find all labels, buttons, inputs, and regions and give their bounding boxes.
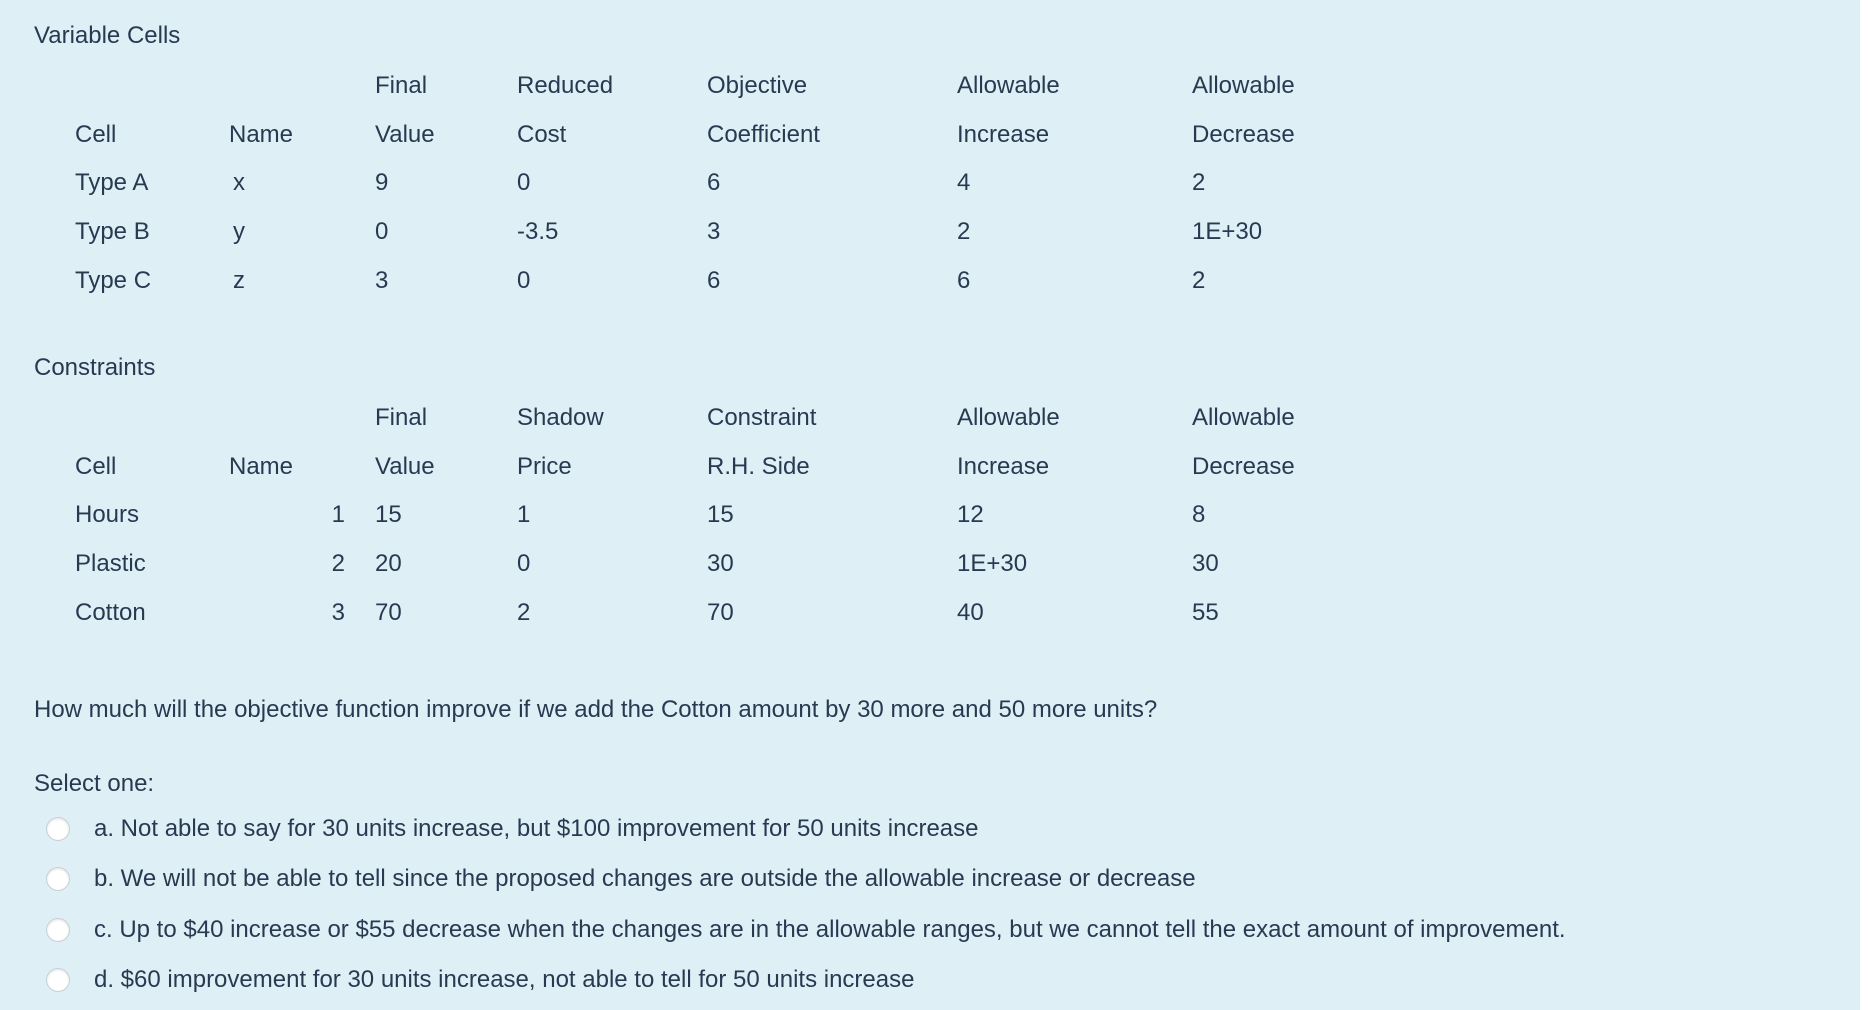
table-cell: 2 <box>517 598 531 626</box>
table-cell: 9 <box>375 169 389 197</box>
table-cell: 70 <box>707 598 734 626</box>
header-cell: Objective <box>707 72 808 100</box>
table-cell: Plastic <box>75 550 146 578</box>
header-cell <box>229 62 375 111</box>
table-row <box>75 540 1392 589</box>
table-row <box>75 208 1392 257</box>
table-cell: 2 <box>331 550 345 578</box>
table-header-row <box>75 62 1392 111</box>
table-cell: 2 <box>957 218 971 246</box>
header-cell: Constraint <box>707 404 817 432</box>
table-cell: Hours <box>75 501 140 529</box>
table-cell: 0 <box>375 218 389 246</box>
table-cell: Type C <box>75 266 152 294</box>
table-cell: 30 <box>1192 550 1219 578</box>
header-cell: Decrease <box>1192 120 1295 148</box>
header-cell <box>229 394 375 443</box>
table-cell: 40 <box>957 598 984 626</box>
table-cell: -3.5 <box>517 218 559 246</box>
header-cell: Shadow <box>517 404 604 432</box>
table-cell: Type A <box>75 169 149 197</box>
table-cell: 20 <box>375 550 402 578</box>
header-cell: Coefficient <box>707 120 820 148</box>
table-cell: 0 <box>517 169 531 197</box>
table-row <box>75 491 1392 540</box>
header-cell: Name <box>229 452 294 480</box>
header-cell: Decrease <box>1192 452 1295 480</box>
table-header-row <box>75 443 1392 492</box>
constraints-title: Constraints <box>34 354 156 381</box>
answer-option-d[interactable] <box>46 963 914 997</box>
header-cell: Final <box>375 72 428 100</box>
header-cell: Price <box>517 452 572 480</box>
table-cell: 55 <box>1192 598 1219 626</box>
header-cell: Final <box>375 404 428 432</box>
table-cell: 0 <box>517 550 531 578</box>
table-cell: 2 <box>1192 169 1206 197</box>
table-cell: 8 <box>1192 501 1206 529</box>
table-cell: 6 <box>957 266 971 294</box>
header-cell: Name <box>229 120 294 148</box>
table-row <box>75 159 1392 208</box>
radio-button-c[interactable] <box>46 918 70 942</box>
answer-option-label[interactable]: c. Up to $40 increase or $55 decrease when the changes are in the allowable ranges, but we cannot tell the exact amount of improvement. <box>94 916 1566 943</box>
table-cell: 12 <box>957 501 984 529</box>
answer-option-label[interactable]: a. Not able to say for 30 units increase, but $100 improvement for 50 units increase <box>94 815 979 842</box>
answer-option-label[interactable]: d. $60 improvement for 30 units increase, not able to tell for 50 units increase <box>94 966 915 993</box>
table-row <box>75 256 1392 305</box>
answer-option-label[interactable]: b. We will not be able to tell since the proposed changes are outside the allowable increase or decrease <box>94 865 1196 892</box>
table-cell: z <box>233 266 245 294</box>
table-cell: 6 <box>707 169 721 197</box>
radio-button-a[interactable] <box>46 817 70 841</box>
header-cell: Increase <box>957 120 1050 148</box>
header-cell: Allowable <box>1192 72 1295 100</box>
header-cell: Cell <box>75 120 117 148</box>
table-header-row <box>75 394 1392 443</box>
radio-button-b[interactable] <box>46 867 70 891</box>
answer-option-c[interactable] <box>46 913 1566 947</box>
answer-option-b[interactable] <box>46 862 1196 896</box>
table-cell: Cotton <box>75 598 146 626</box>
header-cell: Cell <box>75 452 117 480</box>
table-cell: 30 <box>707 550 734 578</box>
header-cell: Cost <box>517 120 567 148</box>
table-cell: Type B <box>75 218 150 246</box>
table-cell: 15 <box>375 501 402 529</box>
header-cell <box>75 394 229 443</box>
table-cell: 3 <box>375 266 389 294</box>
question-text: How much will the objective function improve if we add the Cotton amount by 30 more and 50 more units? <box>34 696 1158 723</box>
table-cell: 1 <box>517 501 531 529</box>
select-one-label: Select one: <box>34 770 155 797</box>
header-cell <box>75 62 229 111</box>
page-edge <box>1860 0 1870 1010</box>
table-cell: 2 <box>1192 266 1206 294</box>
constraints-table <box>75 394 1392 637</box>
variable-cells-title: Variable Cells <box>34 22 181 49</box>
header-cell: Allowable <box>957 404 1060 432</box>
header-cell: Reduced <box>517 72 614 100</box>
header-cell: Allowable <box>1192 404 1295 432</box>
table-row <box>75 588 1392 637</box>
header-cell: Increase <box>957 452 1050 480</box>
header-cell: Value <box>375 120 435 148</box>
table-cell: 3 <box>707 218 721 246</box>
table-cell: 3 <box>331 598 345 626</box>
table-cell: x <box>233 169 245 197</box>
header-cell: Value <box>375 452 435 480</box>
table-cell: 1E+30 <box>1192 218 1263 246</box>
table-header-row <box>75 111 1392 160</box>
table-cell: 1 <box>331 501 345 529</box>
header-cell: Allowable <box>957 72 1060 100</box>
table-cell: y <box>233 218 245 246</box>
table-cell: 4 <box>957 169 971 197</box>
table-cell: 0 <box>517 266 531 294</box>
table-cell: 70 <box>375 598 402 626</box>
table-cell: 6 <box>707 266 721 294</box>
table-cell: 1E+30 <box>957 550 1028 578</box>
answer-option-a[interactable] <box>46 812 978 846</box>
radio-button-d[interactable] <box>46 968 70 992</box>
table-cell: 15 <box>707 501 734 529</box>
variable-cells-table <box>75 62 1392 305</box>
header-cell: R.H. Side <box>707 452 810 480</box>
